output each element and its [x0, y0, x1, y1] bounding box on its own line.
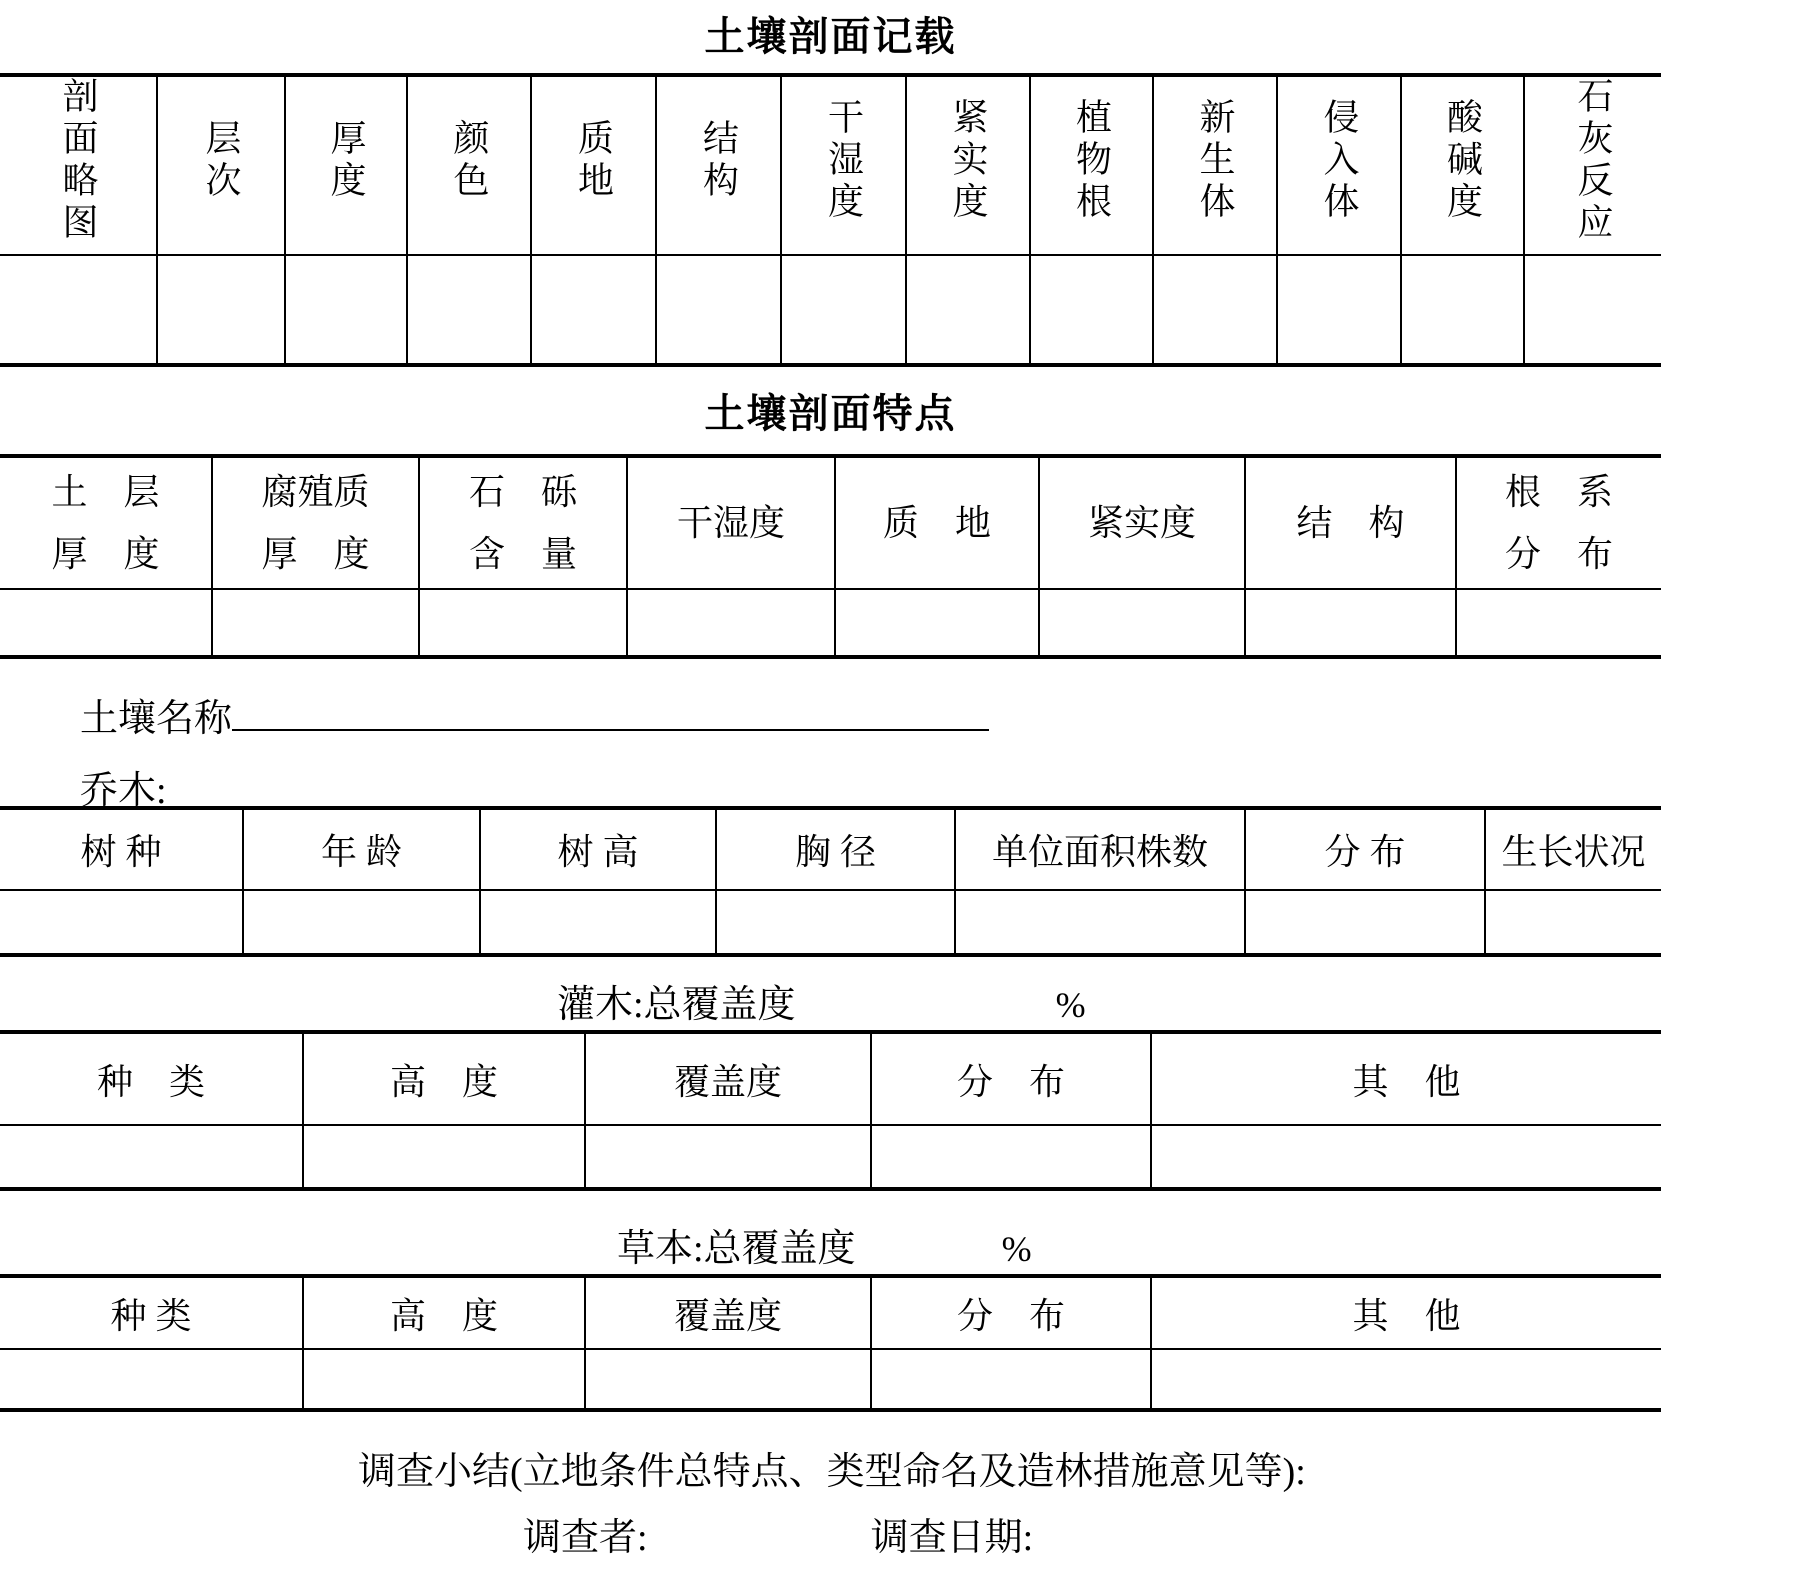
- blank-cell: [285, 255, 407, 365]
- blank-cell: [1151, 1349, 1661, 1410]
- blank-cell: [1245, 589, 1456, 657]
- blank-cell: [1485, 890, 1661, 955]
- blank-cell: [303, 1349, 585, 1410]
- soil-name-line: [0, 687, 1661, 740]
- column-header-profile-sketch: 剖面略图: [0, 75, 157, 255]
- page-title-record: 土壤剖面记载: [704, 15, 957, 59]
- record-blank-row: [0, 255, 1661, 365]
- column-header-growth-status: 生长状况: [1485, 808, 1661, 890]
- blank-cell: [303, 1125, 585, 1189]
- column-header-height: 高 度: [303, 1276, 585, 1349]
- blank-cell: [627, 589, 835, 657]
- blank-cell: [955, 890, 1245, 955]
- blank-cell: [419, 589, 627, 657]
- column-header-layer: 层次: [157, 75, 285, 255]
- shrub-blank-row: [0, 1125, 1661, 1189]
- blank-cell: [0, 890, 243, 955]
- herb-coverage-line: [0, 1217, 1661, 1270]
- column-header-compactness: 紧实度: [1039, 456, 1245, 589]
- shrub-table: [0, 1030, 1661, 1191]
- soil-profile-record-table: [0, 73, 1661, 367]
- soil-name-label: 土壤名称: [80, 698, 233, 740]
- blank-cell: [407, 255, 531, 365]
- column-header-coverage: 覆盖度: [585, 1276, 871, 1349]
- blank-cell: [243, 890, 480, 955]
- column-header-moisture: 干湿度: [781, 75, 906, 255]
- blank-cell: [0, 589, 212, 657]
- column-header-height: 高 度: [303, 1032, 585, 1125]
- column-header-distribution: 分 布: [871, 1276, 1151, 1349]
- survey-summary-label: 调查小结(立地条件总特点、类型命名及造林措施意见等):: [358, 1451, 1306, 1493]
- blank-cell: [212, 589, 419, 657]
- column-header-humus-thickness: 腐殖质 厚 度: [212, 456, 419, 589]
- signature-line: [0, 1506, 1661, 1559]
- blank-cell: [480, 890, 716, 955]
- herb-blank-row: [0, 1349, 1661, 1410]
- blank-cell: [1151, 1125, 1661, 1189]
- blank-cell: [781, 255, 906, 365]
- column-header-tree-height: 树 高: [480, 808, 716, 890]
- column-header-gravel-content: 石 砾 含 量: [419, 456, 627, 589]
- blank-cell: [1524, 255, 1661, 365]
- blank-cell: [1401, 255, 1524, 365]
- survey-date-label: 调查日期:: [870, 1517, 1034, 1559]
- blank-cell: [906, 255, 1030, 365]
- column-header-structure: 结构: [656, 75, 781, 255]
- blank-cell: [1245, 890, 1485, 955]
- column-header-new-formations: 新生体: [1153, 75, 1277, 255]
- column-header-ph: 酸碱度: [1401, 75, 1524, 255]
- column-header-tree-species: 树 种: [0, 808, 243, 890]
- blank-cell: [835, 589, 1039, 657]
- surveyor-label: 调查者:: [523, 1517, 648, 1559]
- soil-profile-feature-table: [0, 454, 1661, 659]
- shrub-header-row: [0, 1032, 1661, 1125]
- column-header-inclusions: 侵入体: [1277, 75, 1401, 255]
- blank-cell: [0, 1349, 303, 1410]
- column-header-root-distribution: 根 系 分 布: [1456, 456, 1661, 589]
- column-header-distribution: 分 布: [871, 1032, 1151, 1125]
- column-header-plant-roots: 植物根: [1030, 75, 1153, 255]
- page-title-feature: 土壤剖面特点: [704, 392, 957, 436]
- column-header-thickness: 厚度: [285, 75, 407, 255]
- column-header-soil-layer-thickness: 土 层 厚 度: [0, 456, 212, 589]
- column-header-compactness: 紧实度: [906, 75, 1030, 255]
- blank-cell: [1456, 589, 1661, 657]
- shrub-percent-sign: %: [1055, 985, 1086, 1025]
- feature-header-row: [0, 456, 1661, 589]
- shrub-coverage-label: 灌木:总覆盖度: [557, 984, 796, 1026]
- blank-cell: [1277, 255, 1401, 365]
- blank-cell: [1153, 255, 1277, 365]
- herb-header-row: [0, 1276, 1661, 1349]
- blank-cell: [1030, 255, 1153, 365]
- blank-cell: [1039, 589, 1245, 657]
- column-header-structure: 结 构: [1245, 456, 1456, 589]
- blank-cell: [585, 1125, 871, 1189]
- column-header-coverage: 覆盖度: [585, 1032, 871, 1125]
- tree-blank-row: [0, 890, 1661, 955]
- shrub-coverage-line: [0, 973, 1661, 1026]
- column-header-other: 其 他: [1151, 1032, 1661, 1125]
- tree-section-label: 乔木:: [80, 770, 167, 812]
- record-header-row: [0, 75, 1661, 255]
- column-header-stems-per-area: 单位面积株数: [955, 808, 1245, 890]
- blank-cell: [871, 1349, 1151, 1410]
- herb-table: [0, 1274, 1661, 1412]
- column-header-age: 年 龄: [243, 808, 480, 890]
- blank-cell: [0, 255, 157, 365]
- blank-cell: [716, 890, 955, 955]
- blank-cell: [0, 1125, 303, 1189]
- herb-percent-sign: %: [1001, 1229, 1032, 1269]
- column-header-moisture: 干湿度: [627, 456, 835, 589]
- column-header-species: 种 类: [0, 1276, 303, 1349]
- column-header-texture: 质地: [531, 75, 656, 255]
- column-header-distribution: 分 布: [1245, 808, 1485, 890]
- soil-name-fill-line: [232, 695, 989, 731]
- column-header-dbh: 胸 径: [716, 808, 955, 890]
- column-header-texture: 质 地: [835, 456, 1039, 589]
- column-header-lime-reaction: 石灰反应: [1524, 75, 1661, 255]
- blank-cell: [531, 255, 656, 365]
- column-header-color: 颜色: [407, 75, 531, 255]
- column-header-other: 其 他: [1151, 1276, 1661, 1349]
- blank-cell: [157, 255, 285, 365]
- blank-cell: [656, 255, 781, 365]
- herb-coverage-label: 草本:总覆盖度: [617, 1228, 856, 1270]
- feature-blank-row: [0, 589, 1661, 657]
- blank-cell: [871, 1125, 1151, 1189]
- tree-header-row: [0, 808, 1661, 890]
- blank-cell: [585, 1349, 871, 1410]
- column-header-species: 种 类: [0, 1032, 303, 1125]
- tree-table: [0, 806, 1661, 957]
